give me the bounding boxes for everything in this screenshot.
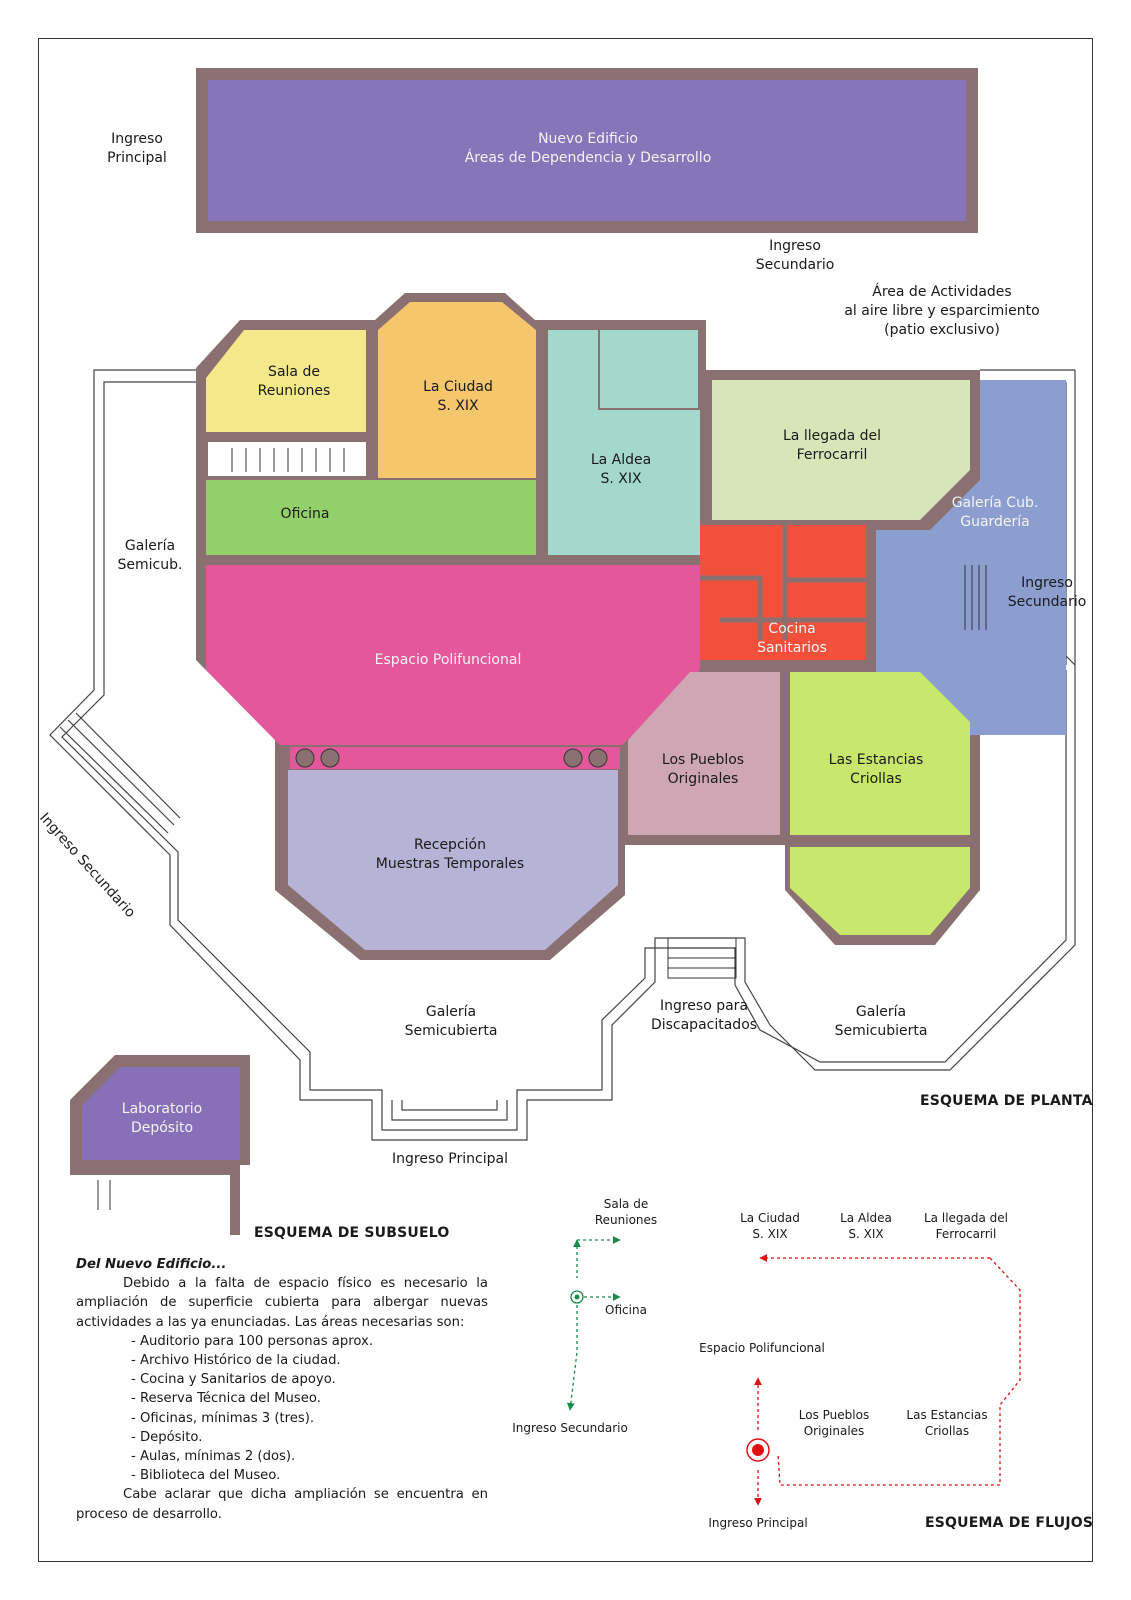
note-item: - Aulas, mínimas 2 (dos). xyxy=(131,1449,296,1465)
flow-red xyxy=(758,1258,1020,1505)
flow-la-ciudad: La Ciudad S. XIX xyxy=(740,1211,800,1241)
laboratorio-label: Laboratorio Depósito xyxy=(121,1101,203,1136)
ingreso-secundario-diag: Ingreso Secundario xyxy=(36,810,139,921)
flow-sala-reuniones: Sala de Reuniones xyxy=(594,1197,658,1227)
new-building-label: Nuevo Edificio Áreas de Dependencia y Desarrollo xyxy=(464,131,712,166)
ingreso-discapacitados: Ingreso para Discapacitados xyxy=(650,998,758,1033)
flow-ingreso-secundario: Ingreso Secundario xyxy=(512,1421,628,1435)
flow-pueblos: Los Pueblos Originales xyxy=(798,1408,870,1438)
esquema-subsuelo-title: ESQUEMA DE SUBSUELO xyxy=(254,1225,450,1241)
ingreso-secundario-top: Ingreso Secundario xyxy=(755,238,835,273)
flow-ingreso-principal: Ingreso Principal xyxy=(708,1516,808,1530)
note-item: - Depósito. xyxy=(131,1429,203,1445)
galeria-semicub-label: Galería Semicub. xyxy=(117,538,183,573)
room-aldea-annex xyxy=(600,330,698,408)
galeria-semicubierta-left: Galería Semicubierta xyxy=(404,1004,498,1039)
flow-la-aldea: La Aldea S. XIX xyxy=(840,1211,892,1241)
note-heading: Del Nuevo Edificio... xyxy=(76,1257,227,1272)
note-item: - Cocina y Sanitarios de apoyo. xyxy=(131,1372,336,1388)
note-intro: Debido a la falta de espacio físico es necesario la ampliación de superficie cubierta para albergar nuevas actividades a las ya enunciadas. Las áreas necesarias son: xyxy=(76,1276,488,1330)
ingreso-principal-top: Ingreso Principal xyxy=(107,131,167,166)
note-item: - Reserva Técnica del Museo. xyxy=(131,1391,321,1407)
flow-oficina: Oficina xyxy=(605,1303,647,1317)
esquema-planta-title: ESQUEMA DE PLANTA xyxy=(920,1093,1093,1109)
note-item: - Auditorio para 100 personas aprox. xyxy=(131,1333,374,1349)
note-item: - Biblioteca del Museo. xyxy=(131,1468,281,1484)
pueblos-label: Los Pueblos Originales xyxy=(661,752,745,787)
ingreso-secundario-right: Ingreso Secundario xyxy=(1007,575,1087,610)
area-actividades-label: Área de Actividades al aire libre y esparcimiento (patio exclusivo) xyxy=(844,284,1040,338)
la-ciudad-label: La Ciudad S. XIX xyxy=(423,379,493,414)
flow-espacio-polifuncional: Espacio Polifuncional xyxy=(699,1341,825,1355)
flow-ferrocarril: La llegada del Ferrocarril xyxy=(924,1211,1008,1241)
subsuelo-plan xyxy=(70,1055,250,1235)
note-closing: Cabe aclarar que dicha ampliación se encuentra en proceso de desarrollo. xyxy=(76,1487,488,1522)
esquema-flujos-title: ESQUEMA DE FLUJOS xyxy=(925,1515,1094,1531)
recepcion-label: Recepción Muestras Temporales xyxy=(375,837,525,872)
galeria-semicubierta-right: Galería Semicubierta xyxy=(834,1004,928,1039)
la-aldea-label: La Aldea S. XIX xyxy=(590,452,652,487)
note-item: - Oficinas, mínimas 3 (tres). xyxy=(131,1410,315,1426)
room-oficina xyxy=(206,480,536,555)
cocina-label: Cocina Sanitarios xyxy=(757,621,827,656)
sala-reuniones-label: Sala de Reuniones xyxy=(257,364,331,399)
ingreso-principal-bottom: Ingreso Principal xyxy=(392,1151,508,1167)
oficina-label: Oficina xyxy=(280,506,330,522)
galeria-guarderia-label: Galería Cub. Guardería xyxy=(951,495,1039,530)
espacio-polifuncional-label: Espacio Polifuncional xyxy=(374,652,522,668)
estancias-label: Las Estancias Criollas xyxy=(828,752,924,787)
flow-green xyxy=(570,1240,620,1410)
ferrocarril-label: La llegada del Ferrocarril xyxy=(783,428,881,463)
flow-estancias: Las Estancias Criollas xyxy=(906,1408,988,1438)
note-list xyxy=(76,1332,488,1486)
note-item: - Archivo Histórico de la ciudad. xyxy=(131,1353,341,1369)
note-block xyxy=(76,1255,488,1524)
rooms xyxy=(206,302,1066,950)
